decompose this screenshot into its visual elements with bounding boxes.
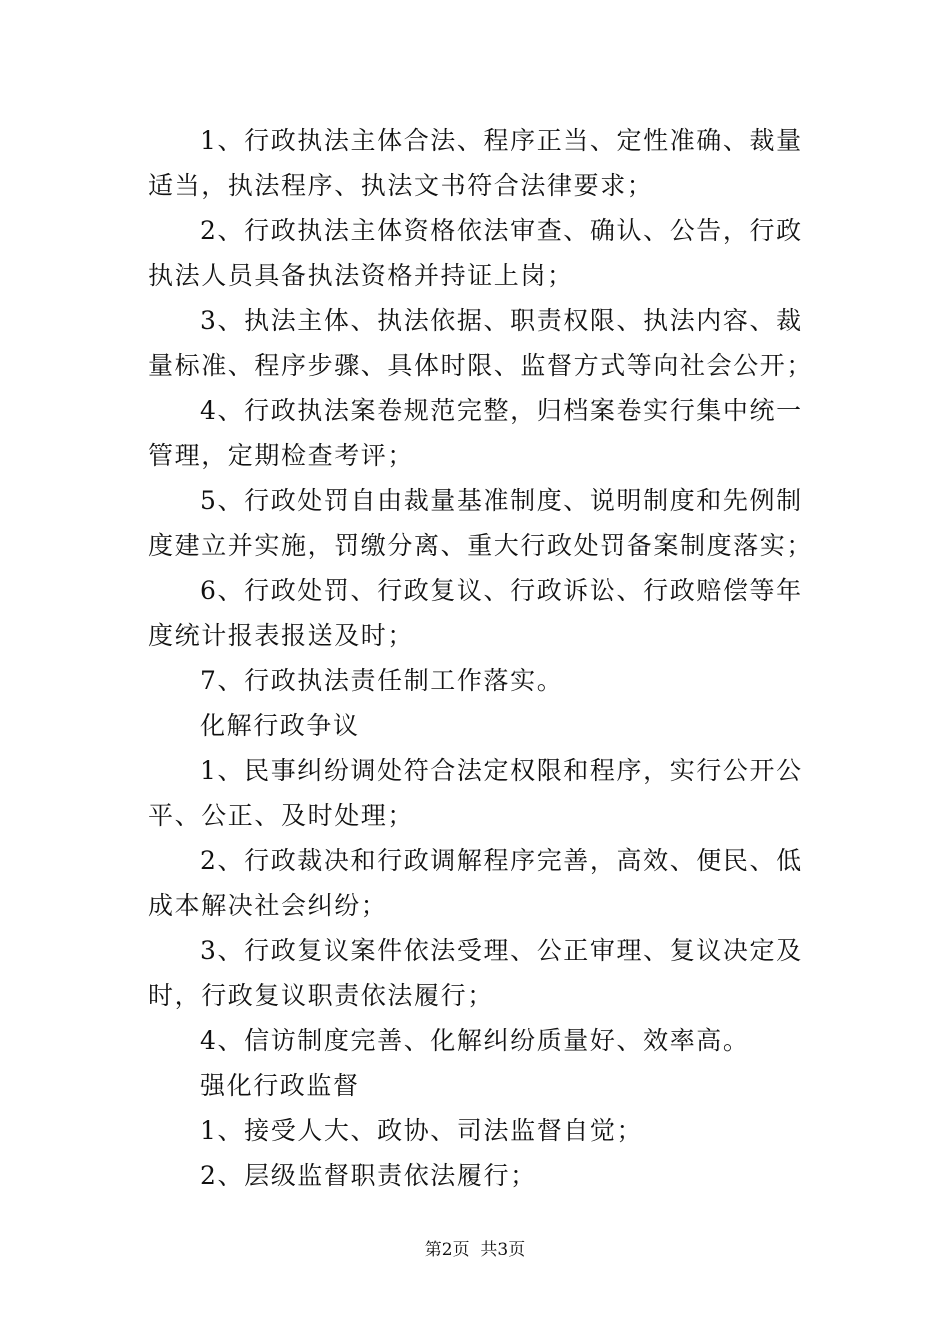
paragraph-disputes-2: 2、行政裁决和行政调解程序完善，高效、便民、低成本解决社会纠纷； xyxy=(148,846,803,920)
document-body xyxy=(148,118,828,1198)
paragraph-enforcement-2: 2、行政执法主体资格依法审查、确认、公告，行政执法人员具备执法资格并持证上岗； xyxy=(148,216,803,290)
paragraph-supervision-2: 2、层级监督职责依法履行； xyxy=(200,1161,537,1190)
paragraph-disputes-3: 3、行政复议案件依法受理、公正审理、复议决定及时，行政复议职责依法履行； xyxy=(148,936,803,1010)
paragraph-supervision-1: 1、接受人大、政协、司法监督自觉； xyxy=(200,1116,644,1145)
paragraph-enforcement-5: 5、行政处罚自由裁量基准制度、说明制度和先例制度建立并实施，罚缴分离、重大行政处罚备案制度落实； xyxy=(148,486,814,560)
paragraph-disputes-1: 1、民事纠纷调处符合法定权限和程序，实行公开公平、公正、及时处理； xyxy=(148,756,803,830)
paragraph-enforcement-1: 1、行政执法主体合法、程序正当、定性准确、裁量适当，执法程序、执法文书符合法律要求； xyxy=(148,126,803,200)
paragraph-disputes-4: 4、信访制度完善、化解纠纷质量好、效率高。 xyxy=(200,1026,750,1055)
paragraph-enforcement-6: 6、行政处罚、行政复议、行政诉讼、行政赔偿等年度统计报表报送及时； xyxy=(148,576,803,650)
section-heading-disputes: 化解行政争议 xyxy=(200,711,360,740)
section-heading-supervision: 强化行政监督 xyxy=(200,1071,360,1100)
paragraph-enforcement-3: 3、执法主体、执法依据、职责权限、执法内容、裁量标准、程序步骤、具体时限、监督方式等向社会公开； xyxy=(148,306,814,380)
paragraph-enforcement-7: 7、行政执法责任制工作落实。 xyxy=(200,666,564,695)
paragraph-enforcement-4: 4、行政执法案卷规范完整，归档案卷实行集中统一管理，定期检查考评； xyxy=(148,396,803,470)
page-number-footer: 第2页 共3页 xyxy=(424,1240,526,1260)
